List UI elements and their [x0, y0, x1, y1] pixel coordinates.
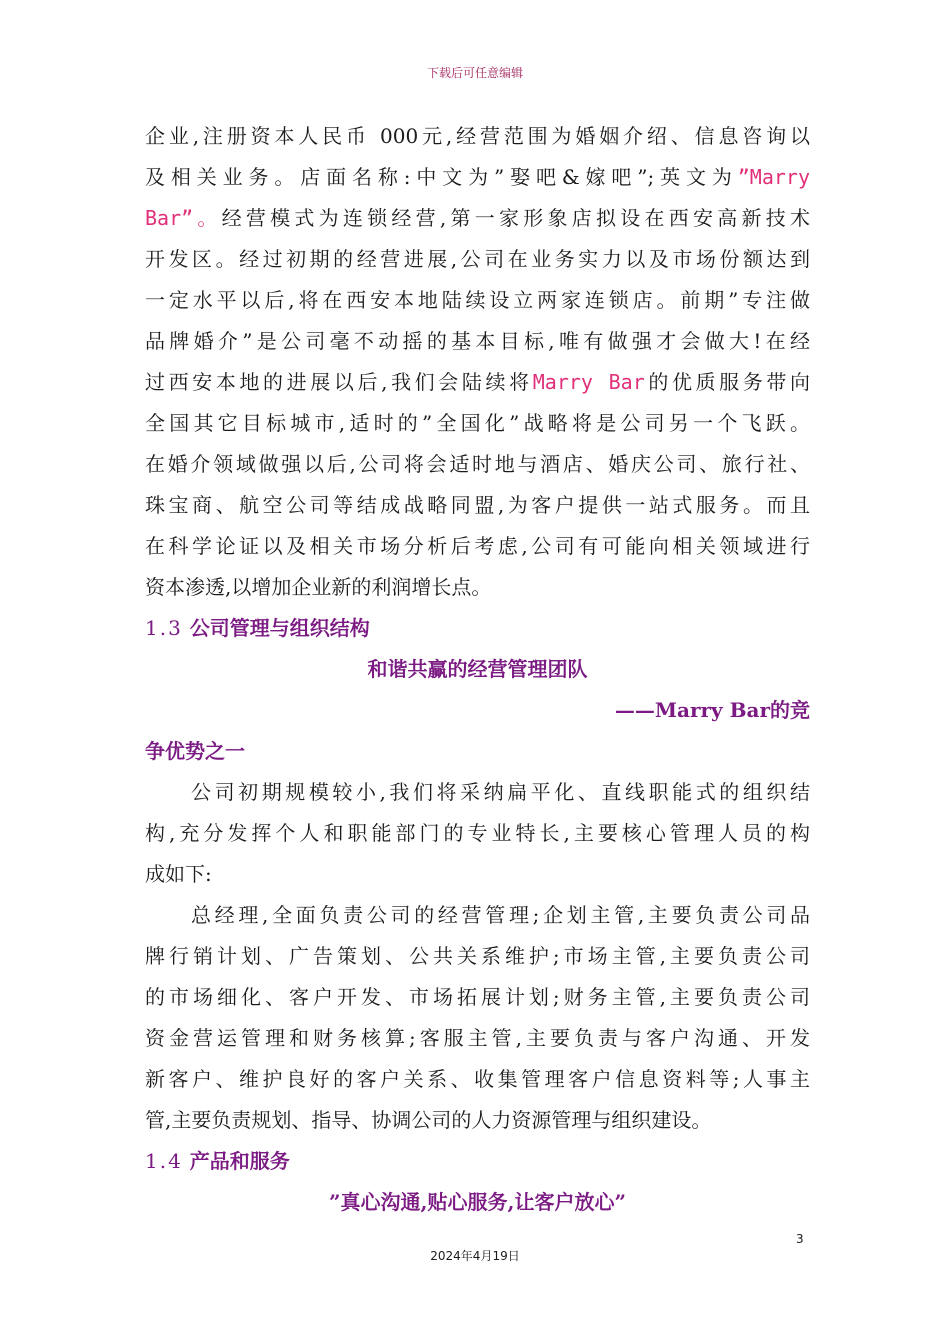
text-line: 珠宝商、航空公司等结成战略同盟,为客户提供一站式服务。而且 [145, 493, 810, 517]
text-line: 构,充分发挥个人和职能部门的专业特长,主要核心管理人员的构 [145, 821, 810, 845]
text-line: 品牌婚介”是公司毫不动摇的基本目标,唯有做强才会做大!在经 [145, 329, 810, 353]
text-line: 公司初期规模较小,我们将采纳扁平化、直线职能式的组织结 [191, 780, 810, 804]
text-line: 总经理,全面负责公司的经营管理;企划主管,主要负责公司品 [191, 903, 810, 927]
text-line: 企业,注册资本人民币 000元,经营范围为婚姻介绍、信息咨询以 [145, 124, 810, 148]
text-line: 管,主要负责规划、指导、协调公司的人力资源管理与组织建设。 [145, 1108, 712, 1132]
text-line [145, 362, 810, 403]
text-span: 及相关业务。店面名称:中文为”娶吧&嫁吧”;英文为 [145, 165, 738, 189]
text-line: 在科学论证以及相关市场分析后考虑,公司有可能向相关领域进行 [145, 534, 810, 558]
text-span: 的优质服务带向 [644, 370, 811, 394]
section-heading-1-4 [145, 1141, 810, 1182]
text-line: 资本渗透,以增加企业新的利润增长点。 [145, 575, 492, 599]
text-line [145, 157, 810, 198]
page-footer-date: 2024年4月19日 [430, 1249, 520, 1263]
section-title: 产品和服务 [189, 1149, 290, 1173]
section-number: 1.3 [145, 616, 183, 640]
text-span: 经营模式为连锁经营,第一家形象店拟设在西安高新技术 [221, 206, 811, 230]
text-line [145, 198, 810, 239]
text-line: 开发区。经过初期的经营进展,公司在业务实力以及市场份额达到 [145, 247, 810, 271]
section-subtitle: 和谐共赢的经营管理团队 [367, 657, 588, 681]
section-tagline-continued: 争优势之一 [145, 739, 245, 763]
text-line: 资金营运管理和财务核算;客服主管,主要负责与客户沟通、开发 [145, 1026, 810, 1050]
brand-name-english: Marry Bar [532, 370, 645, 394]
text-line: 成如下: [145, 862, 212, 886]
section-heading-1-3 [145, 608, 810, 649]
text-line: 在婚介领域做强以后,公司将会适时地与酒店、婚庆公司、旅行社、 [145, 452, 810, 476]
section-slogan: ”真心沟通,贴心服务,让客户放心” [329, 1190, 626, 1214]
text-span: 过西安本地的进展以后,我们会陆续将 [145, 370, 533, 394]
section-title: 公司管理与组织结构 [189, 616, 370, 640]
brand-name-english: Bar”。 [145, 206, 222, 230]
document-body [145, 116, 810, 1223]
brand-name-english: ”Marry [737, 165, 810, 189]
page-header: 下载后可任意编辑 [426, 66, 523, 80]
section-number: 1.4 [145, 1149, 183, 1173]
text-line: 一定水平以后,将在西安本地陆续设立两家连锁店。前期”专注做 [145, 288, 810, 312]
text-line: 的市场细化、客户开发、市场拓展计划;财务主管,主要负责公司 [145, 985, 810, 1009]
text-line: 牌行销计划、广告策划、公共关系维护;市场主管,主要负责公司 [145, 944, 810, 968]
text-line: 全国其它目标城市,适时的”全国化”战略将是公司另一个飞跃。 [145, 411, 810, 435]
section-tagline: ——Marry Bar的竞 [614, 698, 810, 722]
page-number: 3 [796, 1232, 804, 1246]
text-line: 新客户、维护良好的客户关系、收集管理客户信息资料等;人事主 [145, 1067, 810, 1091]
